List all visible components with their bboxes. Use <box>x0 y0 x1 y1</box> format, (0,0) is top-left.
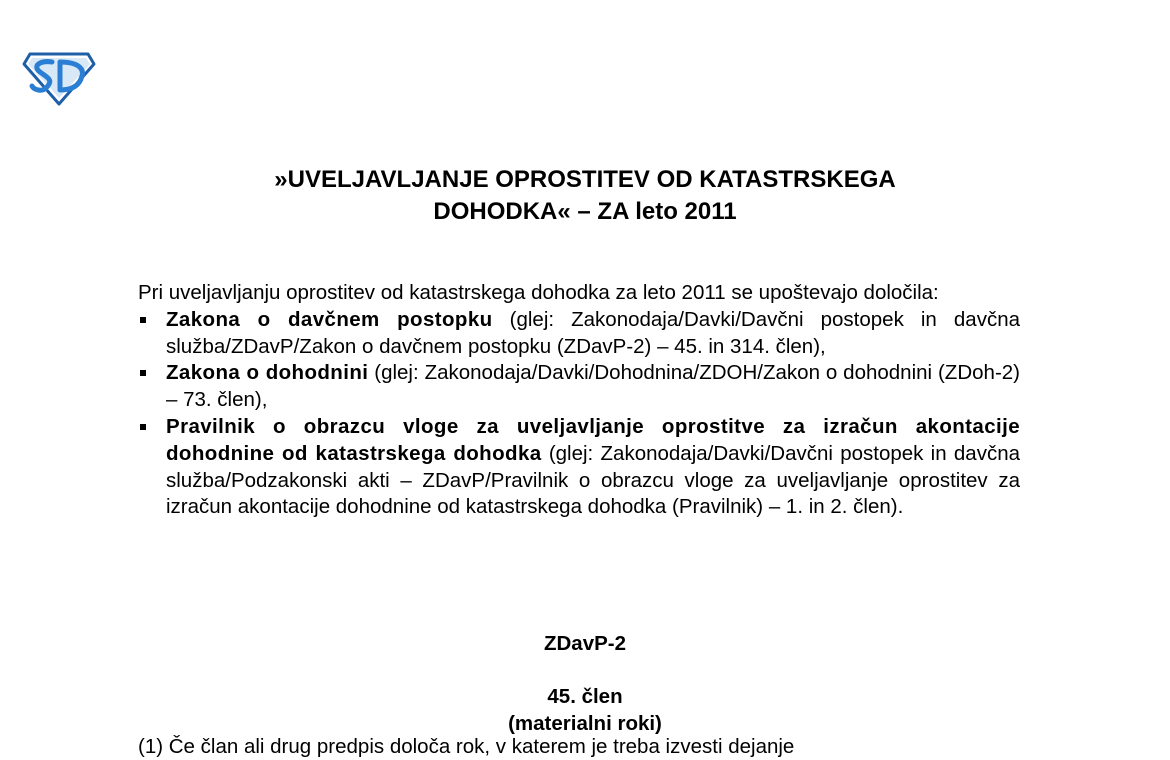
article-number: 45. člen <box>547 685 623 708</box>
sd-logo-icon <box>22 48 96 106</box>
reference-title: Zakona o davčnem postopku <box>166 307 493 331</box>
law-heading: ZDavP-2 <box>543 632 627 655</box>
reference-text: (glej: Zakonodaja/Davki/Davčni postopek in davčna služba/Podzakonski akti – ZDavP/Pravilnik o obrazcu vloge za uveljavljanje oprostitev za izračun akontacije dohodnine od katastrskega dohodka (Pravilnik) – 1. in 2. člen). <box>166 441 1021 519</box>
document-body <box>138 280 1020 521</box>
list-item <box>138 307 1020 361</box>
reference-title: Zakona o dohodnini <box>166 361 369 385</box>
list-item <box>138 414 1020 521</box>
legal-references-list <box>138 307 1020 521</box>
intro-paragraph: Pri uveljavljanju oprostitev od katastrskega dohodka za leto 2011 se upoštevajo določila: <box>138 281 939 304</box>
reference-title: Pravilnik o obrazcu vloge za uveljavljanje oprostitve za izračun akontacije dohodnine od katastrskega dohodka <box>166 414 1020 465</box>
document-title <box>0 164 1170 228</box>
reference-text: (glej: Zakonodaja/Davki/Dohodnina/ZDOH/Zakon o dohodnini (ZDoh-2) – 73. člen), <box>166 361 1020 412</box>
title-line-1: »UVELJAVLJANJE OPROSTITEV OD KATASTRSKEGA <box>274 166 896 193</box>
article-title: (materialni roki) <box>508 712 662 735</box>
list-item <box>138 360 1020 414</box>
sd-logo <box>22 48 96 106</box>
article-first-line: (1) Če član ali drug predpis določa rok, v katerem je treba izvesti dejanje <box>138 735 795 758</box>
reference-text: (glej: Zakonodaja/Davki/Davčni postopek in davčna služba/ZDavP/Zakon o davčnem postopku (ZDavP-2) – 45. in 314. člen), <box>166 307 1020 358</box>
title-line-2: DOHODKA« – ZA leto 2011 <box>433 198 737 225</box>
